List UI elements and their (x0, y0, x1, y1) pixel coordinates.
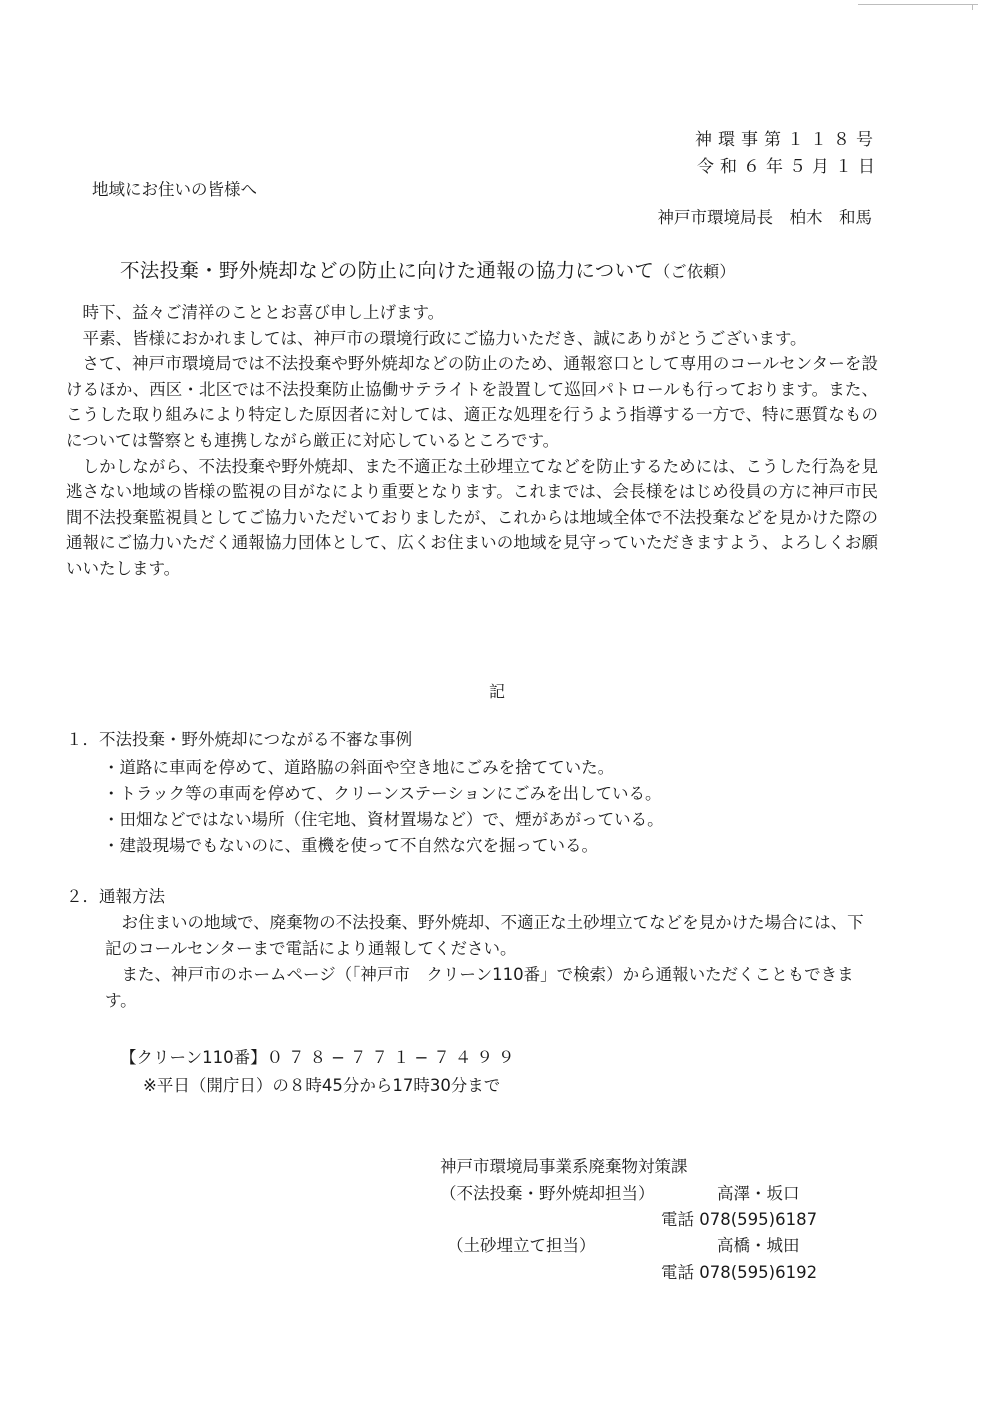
body-paragraph: しかしながら、不法投棄や野外焼却、また不適正な土砂埋立てなどを防止するためには、こうした行為を見逃さない地域の皆様の監視の目がなにより重要となります。これまでは、会長様をはじめ役員の方に神戸市民間不法投棄監視員としてご協力いただいておりましたが、これからは地域全体で不法投棄などを見かけた際の通報にご協力いただく通報協力団体として、広くお住まいの地域を見守っていただきますよう、よろしくお願いいたします。 (66, 456, 878, 578)
hotline (120, 1044, 519, 1068)
hotline-hours: ※平日（開庁日）の８時45分から17時30分まで (143, 1076, 501, 1095)
scan-artifact (972, 4, 973, 10)
title-main: 不法投棄・野外焼却などの防止に向けた通報の協力について (120, 259, 655, 282)
section2-heading: ２．通報方法 (66, 887, 165, 906)
ki-marker: 記 (488, 682, 505, 701)
list-item: ・建設現場でもないのに、重機を使って不自然な穴を掘っている。 (103, 836, 598, 855)
section1-heading: １．不法投棄・野外焼却につながる不審な事例 (66, 730, 413, 749)
section1-list (103, 755, 664, 859)
section2-paragraph: また、神戸市のホームページ（「神戸市 クリーン110番」で検索）から通報いただくこともできます。 (105, 965, 854, 1010)
body-text (66, 300, 878, 582)
contact-names: 高橋・城田 (717, 1236, 800, 1255)
section2-paragraph: お住まいの地域で、廃棄物の不法投棄、野外焼却、不適正な土砂埋立てなどを見かけた場合には、下記のコールセンターまで電話により通報してください。 (105, 913, 864, 958)
section2-body (105, 910, 865, 1014)
body-paragraph: 平素、皆様におかれましては、神戸市の環境行政にご協力いただき、誠にありがとうございます。 (82, 328, 807, 348)
contact-phone: 電話 078(595)6187 (661, 1210, 818, 1229)
contact-role: （不法投棄・野外焼却担当） (440, 1184, 655, 1203)
list-item: ・トラック等の車両を停めて、クリーンステーションにごみを出している。 (103, 784, 662, 803)
contact-department: 神戸市環境局事業系廃棄物対策課 (440, 1157, 688, 1176)
contact-role: （土砂埋立て担当） (447, 1236, 596, 1255)
hotline-label: 【クリーン110番】 (120, 1048, 267, 1067)
document-date: 令和６年５月１日 (697, 157, 881, 177)
contact-phone: 電話 078(595)6192 (661, 1263, 818, 1282)
list-item: ・田畑などではない場所（住宅地、資材置場など）で、煙があがっている。 (103, 810, 664, 829)
addressee: 地域にお住いの皆様へ (92, 180, 257, 199)
document-title (120, 255, 736, 283)
hotline-number: ０７８−７７１−７４９９ (266, 1048, 520, 1067)
contact-names: 高澤・坂口 (717, 1184, 800, 1203)
title-sub: （ご依頼） (654, 262, 736, 281)
body-paragraph: さて、神戸市環境局では不法投棄や野外焼却などの防止のため、通報窓口として専用のコールセンターを設けるほか、西区・北区では不法投棄防止協働サテライトを設置して巡回パトロールも行っております。また、こうした取り組みにより特定した原因者に対しては、適正な処理を行うよう指導する一方で、特に悪質なものについては警察とも連携しながら厳正に対応しているところです。 (66, 354, 878, 450)
document-number: 神環事第１１８号 (695, 130, 879, 150)
list-item: ・道路に車両を停めて、道路脇の斜面や空き地にごみを捨てていた。 (103, 758, 615, 777)
body-paragraph: 時下、益々ご清祥のこととお喜び申し上げます。 (82, 303, 445, 322)
sender: 神戸市環境局長 柏木 和馬 (657, 208, 872, 227)
scan-artifact (858, 4, 978, 5)
